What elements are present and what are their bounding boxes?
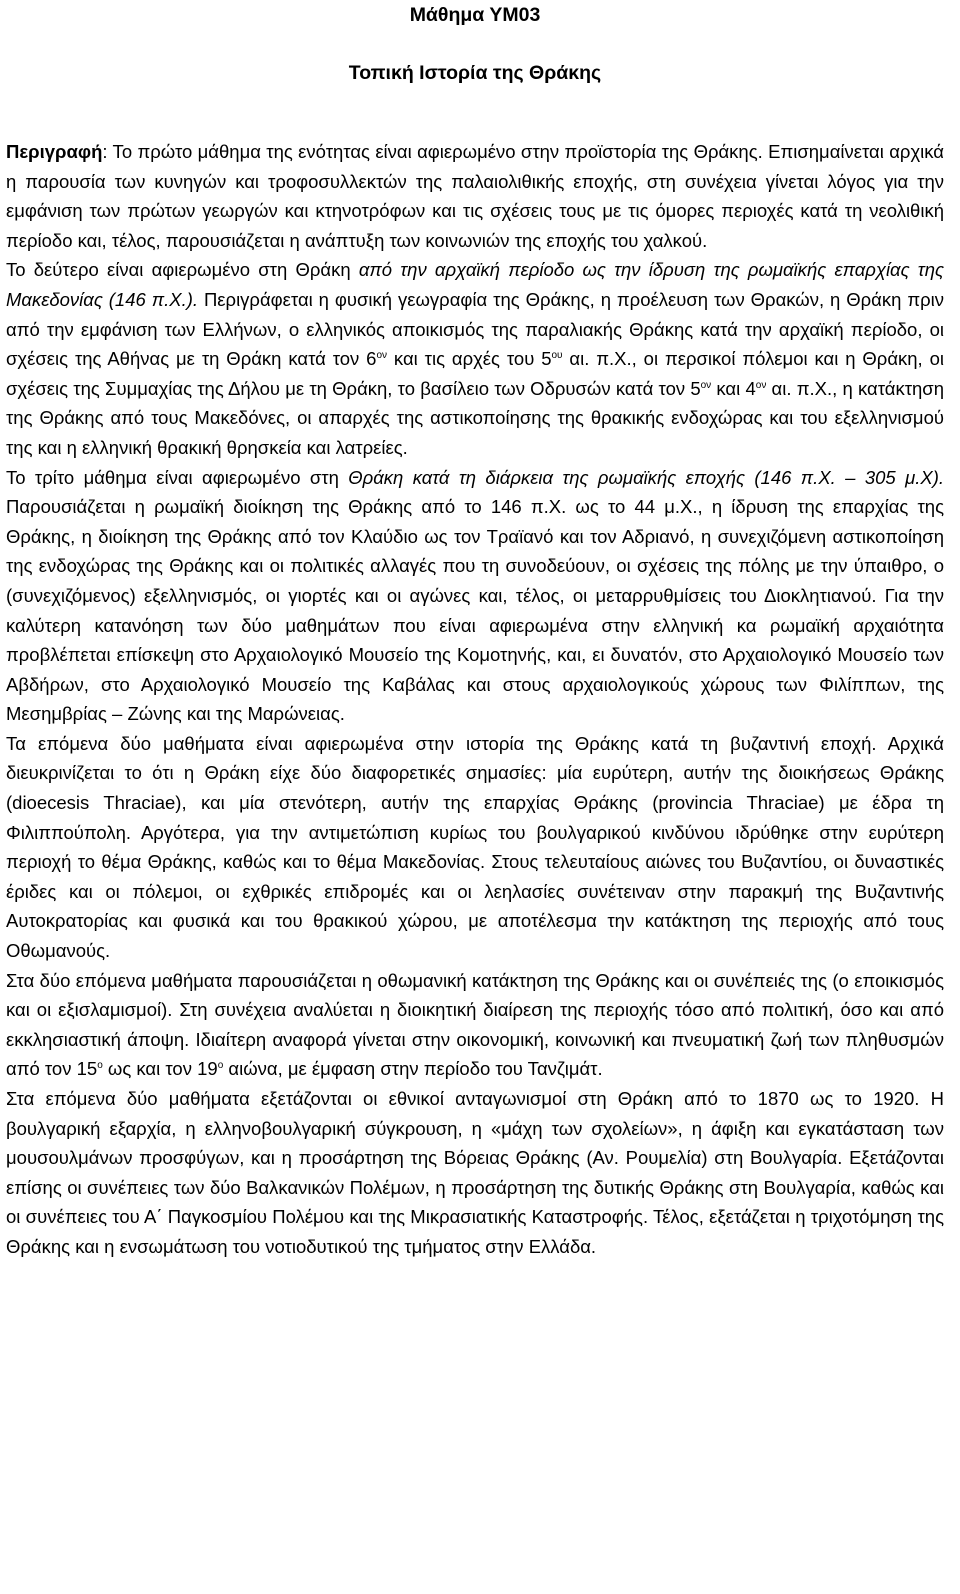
paragraph-text: Το τρίτο μάθημα είναι αφιερωμένο στη [6, 466, 349, 488]
paragraph-byzantine: Τα επόμενα δύο μαθήματα είναι αφιερωμένα στην ιστορία της Θράκης κατά τη βυζαντινή εποχή. Αρχικά διευκρινίζεται το ότι η Θράκη είχε δύο διαφορετικές σημασίες: μία ευρύτερη, αυτήν της διοικήσεως Θράκης (dioecesis Thraciae), και μία στενότερη, αυτήν της επαρχίας Θράκης (provincia Thraciae) με έδρα τη Φιλιππούπολη. Αργότερα, για την αντιμετώπιση κυρίως του βουλγαρικού κινδύνου ιδρύθηκε στην ευρύτερη περιοχή το θέμα Θράκης, καθώς και το θέμα Μακεδονίας. Στους τελευταίους αιώνες του Βυζαντίου, οι δυναστικές έριδες και οι πόλεμοι, οι εχθρικές επιδρομές και οι λεηλασίες συνέτειναν στην παρακμή της Βυζαντινής Αυτοκρατορίας και φυσικά και του θρακικού χώρου, με αποτέλεσμα την κατάκτηση της περιοχής από τους Οθωμανούς. [6, 732, 944, 962]
paragraph-national-rivalries: Στα επόμενα δύο μαθήματα εξετάζονται οι εθνικοί ανταγωνισμοί στη Θράκη από το 1870 ως το 1920. Η βουλγαρική εξαρχία, η ελληνοβουλγαρική σύγκρουση, η «μάχη των σχολείων», η άφιξη και εγκατάσταση των μουσουλμάνων προσφύγων, και η προσάρτηση της Βόρειας Θράκης (Αν. Ρουμελία) στη Βουλγαρία. Εξετάζονται επίσης οι συνέπειες των δύο Βαλκανικών Πολέμων, η προσάρτηση της δυτικής Θράκης στη Βουλγαρία, καθώς και οι συνέπειες του Α΄ Παγκοσμίου Πολέμου και της Μικρασιατικής Καταστροφής. Τέλος, εξετάζεται η τριχοτόμηση της Θράκης και η ενσωμάτωση του νοτιοδυτικού της τμήματος στην Ελλάδα. [6, 1088, 944, 1257]
paragraph-archaic [6, 255, 944, 462]
paragraph-text: : Το πρώτο μάθημα της ενότητας είναι αφιερωμένο στην προϊστορία της Θράκης. Επισημαίνεται αρχικά η παρουσία των κυνηγών και τροφοσυλλεκτών της παλαιολιθικής εποχής, στη συνέχεια γίνεται λόγος για την εμφάνιση των πρώτων γεωργών και κτηνοτρόφων και τις σχέσεις τους με τις όμορες περιοχές κατά τη νεολιθική περίοδο και, τέλος, παρουσιάζεται η ανάπτυξη των κοινωνιών της εποχής του χαλκού. [6, 141, 944, 251]
paragraph-text: Στα δύο επόμενα μαθήματα παρουσιάζεται η οθωμανική κατάκτηση της Θράκης και οι συνέπειές της (ο εποικισμός και οι εξισλαμισμοί). Στη συνέχεια αναλύεται η διοικητική διαίρεση της περιοχής τόσο από πολιτική, όσο και από εκκλησιαστική άποψη. Ιδιαίτερη αναφορά γίνεται στην οικονομική, κοινωνική και πνευματική ζωή των πληθυσμών από τον 15 [6, 969, 944, 1080]
document-subtitle: Τοπική Ιστορία της Θράκης [348, 62, 602, 84]
paragraph-text: Περιγράφεται η φυσική γεωγραφία της Θράκης, η προέλευση των Θρακών, η Θράκη πριν από την εμφάνιση των Ελλήνων, ο ελληνικός αποικισμός της παραλιακής Θράκης κατά την αρχαϊκή περίοδο, οι σχέσεις της Αθήνας με τη Θράκη κατά τον 6 [6, 288, 944, 370]
paragraph-italic-text: από την αρχαϊκή περίοδο ως την ίδρυση της ρωμαϊκής επαρχίας της Μακεδονίας (146 π.Χ.). [6, 259, 944, 310]
paragraph-text: αιώνα, με έμφαση στην περίοδο του Τανζιμάτ. [223, 1058, 603, 1080]
paragraph-text: αι. π.Χ., η κατάκτηση της Θράκης από τους Μακεδόνες, οι απαρχές της αστικοποίησης της θρακικής ενδοχώρας και του εξελληνισμού της και η ελληνική θρακική θρησκεία και λατρείες. [6, 377, 944, 458]
paragraph-text: και τις αρχές του 5 [387, 348, 552, 370]
paragraph-roman [6, 463, 944, 729]
superscript: ον [376, 350, 388, 362]
description-label: Περιγραφή [6, 141, 103, 162]
superscript: ου [551, 350, 563, 362]
paragraph-prehistory [6, 137, 944, 255]
superscript: ο [217, 1060, 224, 1072]
paragraph-text: και 4 [711, 377, 756, 399]
paragraph-italic-text: Θράκη κατά τη διάρκεια της ρωμαϊκής εποχής (146 π.Χ. – 305 μ.Χ). [348, 466, 944, 488]
paragraph-text: Το δεύτερο είναι αφιερωμένο στη Θράκη [6, 259, 359, 281]
paragraph-text: Παρουσιάζεται η ρωμαϊκή διοίκηση της Θράκης από το 146 π.Χ. ως το 44 μ.Χ., η ίδρυση της επαρχίας της Θράκης, η διοίκηση της Θράκης από τον Κλαύδιο ως τον Τραϊανό και τον Αδριανό, η συνεχιζόμενη αστικοποίηση της ενδοχώρας της Θράκης και οι πολιτικές αλλαγές που τη συνοδεύουν, οι σχέσεις της πόλης με την ύπαιθρο, ο (συνεχιζόμενος) εξελληνισμός, οι γιορτές και οι αγώνες και, τέλος, οι μεταρρυθμίσεις του Διοκλητιανού. Για την καλύτερη κατανόηση των δύο μαθημάτων που είναι αφιερωμένα στην ελληνική κα ρωμαϊκή αρχαιότητα προβλέπεται επίσκεψη στο Αρχαιολογικό Μουσείο της Κομοτηνής, και, ει δυνατόν, στο Αρχαιολογικό Μουσείο των Αβδήρων, στο Αρχαιολογικό Μουσείο της Καβάλας και στους αρχαιολογικούς χώρους των Φιλίππων, της Μεσημβρίας – Ζώνης και της Μαρώνειας. [6, 496, 944, 725]
superscript: ον [755, 379, 767, 391]
superscript: ον [700, 379, 712, 391]
superscript: ο [97, 1060, 103, 1072]
paragraph-text: ως και τον 19 [102, 1058, 218, 1080]
paragraph-text: αι. π.Χ., οι περσικοί πόλεμοι και η Θράκη, οι σχέσεις της Συμμαχίας της Δήλου με τη Θράκη, το βασίλειο των Οδρυσών κατά τον 5 [6, 348, 944, 399]
document-body [6, 137, 944, 1262]
document-title: Μάθημα ΥΜ03 [409, 4, 541, 26]
paragraph-ottoman [6, 966, 944, 1084]
